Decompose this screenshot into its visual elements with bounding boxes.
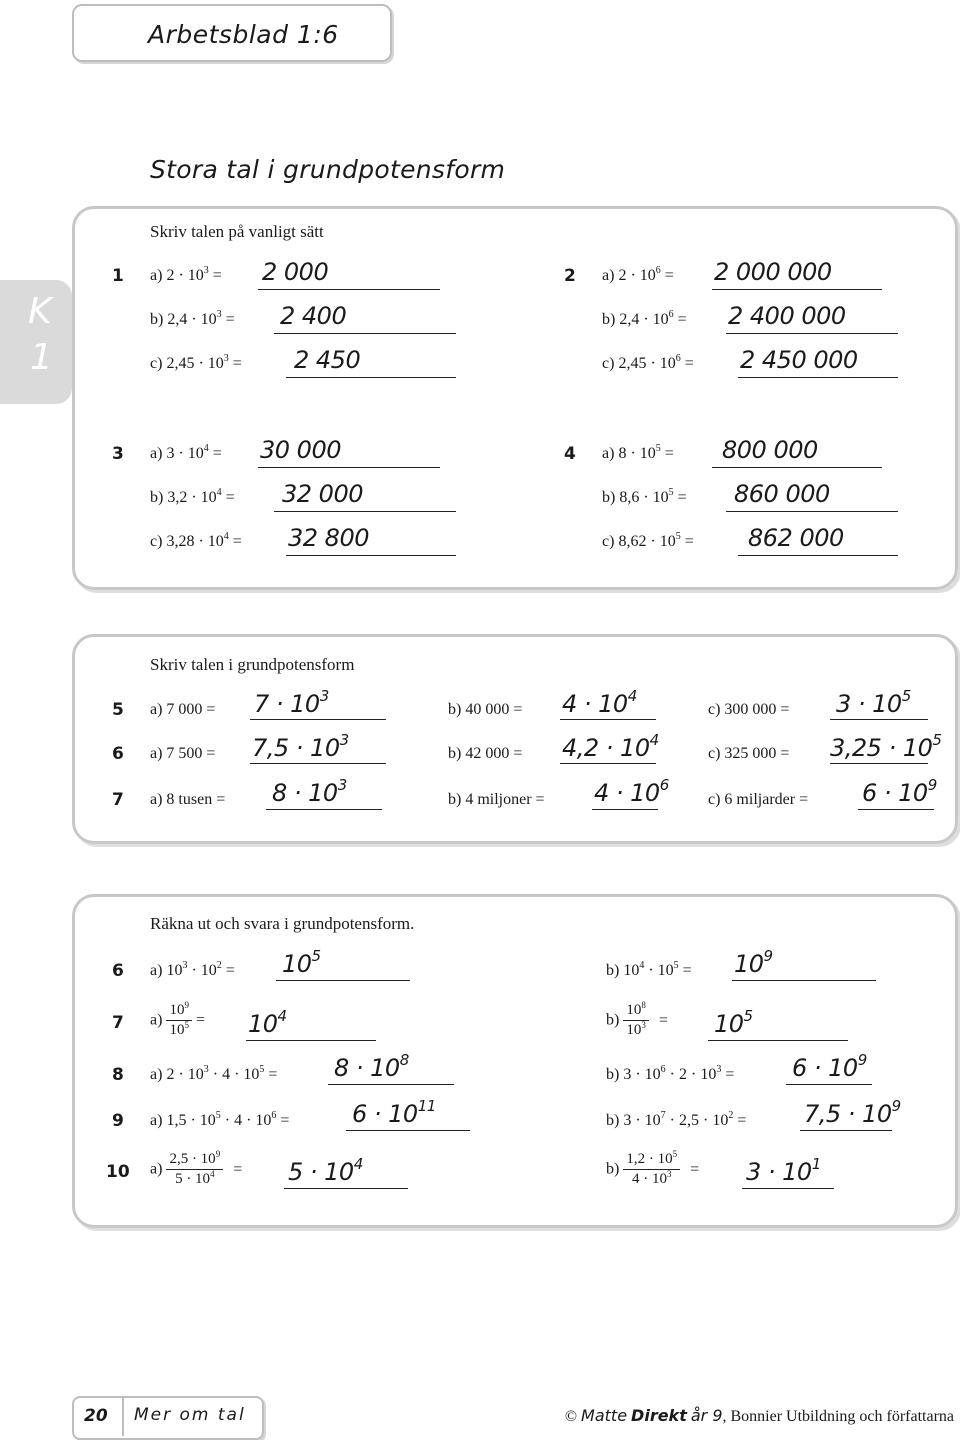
answer-7a-calc: $10^4$ [248, 1007, 287, 1038]
answer-line[interactable] [738, 377, 898, 378]
answer-1b: 2 400 [280, 302, 347, 330]
answer-line[interactable] [286, 555, 456, 556]
answer-3a: 30 000 [260, 436, 341, 464]
question-6a: a) 7 500 = [150, 745, 216, 762]
answer-7c: $6 \cdot 10^9$ [862, 776, 937, 807]
answer-line[interactable] [726, 511, 898, 512]
answer-7b-calc: $10^5$ [714, 1007, 753, 1038]
question-7c: c) 6 miljarder = [708, 791, 809, 808]
question-number: 6 [112, 744, 124, 764]
instruction-standard-form: Skriv talen på vanligt sätt [150, 222, 324, 241]
answer-5c: $3 \cdot 10^5$ [836, 687, 911, 718]
question-7a: a) 8 tusen = [150, 791, 226, 808]
question-6b-calc: b) $10^4 \cdot 10^5$ = [606, 960, 692, 979]
answer-line[interactable] [258, 289, 440, 290]
question-number: 7 [112, 790, 124, 810]
fraction: $\frac{1,2 \cdot 10^5}{4 \cdot 10^3}$ [623, 1151, 680, 1188]
answer-8b-calc: $6 \cdot 10^9$ [792, 1051, 867, 1082]
instruction-scientific-notation: Skriv talen i grundpotensform [150, 655, 355, 674]
question-6a-calc: a) $10^3 \cdot 10^2$ = [150, 960, 235, 979]
question-7a-calc: a) $\frac{10^9}{10^5}$ = [150, 1000, 205, 1038]
answer-line[interactable] [284, 1188, 408, 1189]
question-3b: b) $3,2 \cdot 10^4$ = [150, 487, 235, 506]
answer-3b: 32 000 [282, 480, 363, 508]
worksheet-title: Arbetsblad 1:6 [148, 20, 339, 49]
answer-7a: $8 \cdot 10^3$ [272, 776, 347, 807]
question-number: 7 [112, 1013, 124, 1033]
level-tab [0, 280, 72, 404]
answer-line[interactable] [266, 809, 382, 810]
answer-7b: $4 \cdot 10^6$ [594, 776, 669, 807]
answer-6a-calc: $10^5$ [282, 947, 321, 978]
question-7b: b) 4 miljoner = [448, 791, 545, 808]
answer-4a: 800 000 [722, 436, 818, 464]
answer-line[interactable] [274, 333, 456, 334]
answer-line[interactable] [858, 809, 934, 810]
answer-line[interactable] [800, 1130, 892, 1131]
question-8a-calc: a) $2 \cdot 10^3 \cdot 4 \cdot 10^5$ = [150, 1064, 278, 1083]
question-2b: b) $2,4 \cdot 10^6$ = [602, 309, 687, 328]
answer-line[interactable] [250, 763, 386, 764]
answer-10b-calc: $3 \cdot 10^1$ [746, 1155, 821, 1186]
copyright-notice: © Matte Direkt år 9, Bonnier Utbildning och författarna [564, 1406, 954, 1425]
question-3c: c) $3,28 \cdot 10^4$ = [150, 531, 242, 550]
answer-line[interactable] [286, 377, 456, 378]
answer-line[interactable] [258, 467, 440, 468]
question-10a-calc: a) $\frac{2,5 \cdot 10^9}{5 \cdot 10^4}$ = [150, 1149, 243, 1187]
answer-4c: 862 000 [748, 524, 844, 552]
question-4c: c) $8,62 \cdot 10^5$ = [602, 531, 694, 550]
question-6c: c) 325 000 = [708, 745, 790, 762]
question-7b-calc: b) $\frac{10^8}{10^3}$ = [606, 1000, 668, 1038]
fraction: $\frac{2,5 \cdot 10^9}{5 \cdot 10^4}$ [166, 1151, 223, 1188]
answer-9b-calc: $7,5 \cdot 10^9$ [804, 1097, 901, 1128]
fraction: $\frac{10^9}{10^5}$ [166, 1002, 192, 1039]
question-number: 3 [112, 444, 124, 464]
level-tab-number: 1 [30, 337, 53, 378]
question-1c: c) $2,45 \cdot 10^3$ = [150, 353, 242, 372]
answer-1a: 2 000 [262, 258, 329, 286]
section-title: Stora tal i grundpotensform [150, 155, 506, 184]
answer-line[interactable] [708, 1040, 848, 1041]
question-9b-calc: b) $3 \cdot 10^7 \cdot 2,5 \cdot 10^2$ = [606, 1110, 747, 1129]
answer-5b: $4 \cdot 10^4$ [562, 687, 637, 718]
question-1a: a) $2 \cdot 10^3$ = [150, 265, 222, 284]
answer-line[interactable] [560, 763, 656, 764]
copyright-icon: © [564, 1408, 578, 1425]
answer-2b: 2 400 000 [728, 302, 846, 330]
answer-6b: $4,2 \cdot 10^4$ [562, 731, 659, 762]
answer-line[interactable] [328, 1084, 454, 1085]
question-4b: b) $8,6 \cdot 10^5$ = [602, 487, 687, 506]
question-number: 4 [564, 444, 576, 464]
question-number: 6 [112, 961, 124, 981]
answer-8a-calc: $8 \cdot 10^8$ [334, 1051, 409, 1082]
answer-6b-calc: $10^9$ [734, 947, 773, 978]
answer-10a-calc: $5 \cdot 10^4$ [288, 1155, 363, 1186]
question-number: 1 [112, 266, 124, 286]
question-10b-calc: b) $\frac{1,2 \cdot 10^5}{4 \cdot 10^3}$ = [606, 1149, 700, 1187]
answer-4b: 860 000 [734, 480, 830, 508]
answer-line[interactable] [276, 980, 410, 981]
answer-line[interactable] [346, 1130, 470, 1131]
question-6b: b) 42 000 = [448, 745, 523, 762]
answer-line[interactable] [786, 1084, 872, 1085]
answer-2a: 2 000 000 [714, 258, 832, 286]
answer-line[interactable] [274, 511, 456, 512]
answer-line[interactable] [742, 1188, 834, 1189]
instruction-calculate: Räkna ut och svara i grundpotensform. [150, 914, 415, 933]
answer-line[interactable] [830, 719, 928, 720]
question-number: 9 [112, 1111, 124, 1131]
answer-line[interactable] [732, 980, 876, 981]
question-9a-calc: a) $1,5 \cdot 10^5 \cdot 4 \cdot 10^6$ = [150, 1110, 290, 1129]
question-5b: b) 40 000 = [448, 701, 523, 718]
footer-divider [122, 1398, 124, 1436]
answer-9a-calc: $6 \cdot 10^{11}$ [352, 1097, 436, 1128]
question-1b: b) $2,4 \cdot 10^3$ = [150, 309, 235, 328]
answer-6a: $7,5 \cdot 10^3$ [252, 731, 349, 762]
answer-5a: $7 \cdot 10^3$ [254, 687, 329, 718]
answer-line[interactable] [250, 719, 386, 720]
answer-line[interactable] [592, 809, 658, 810]
answer-line[interactable] [712, 289, 882, 290]
question-number: 10 [106, 1162, 130, 1182]
answer-1c: 2 450 [294, 346, 361, 374]
answer-line[interactable] [726, 333, 898, 334]
page-number: 20 [84, 1406, 108, 1426]
question-2c: c) $2,45 \cdot 10^6$ = [602, 353, 694, 372]
answer-line[interactable] [712, 467, 882, 468]
answer-3c: 32 800 [288, 524, 369, 552]
question-5c: c) 300 000 = [708, 701, 790, 718]
question-number: 2 [564, 266, 576, 286]
question-2a: a) $2 \cdot 10^6$ = [602, 265, 674, 284]
level-tab-letter: K [28, 291, 52, 332]
question-number: 8 [112, 1065, 124, 1085]
chapter-title: Mer om tal [134, 1405, 246, 1425]
question-5a: a) 7 000 = [150, 701, 216, 718]
worksheet-title-box [72, 4, 392, 62]
answer-line[interactable] [738, 555, 898, 556]
answer-6c: $3,25 \cdot 10^5$ [830, 731, 942, 762]
question-4a: a) $8 \cdot 10^5$ = [602, 443, 674, 462]
answer-line[interactable] [560, 719, 656, 720]
answer-line[interactable] [830, 763, 928, 764]
answer-line[interactable] [246, 1040, 376, 1041]
question-8b-calc: b) $3 \cdot 10^6 \cdot 2 \cdot 10^3$ = [606, 1064, 735, 1083]
question-number: 5 [112, 700, 124, 720]
answer-2c: 2 450 000 [740, 346, 858, 374]
question-3a: a) $3 \cdot 10^4$ = [150, 443, 222, 462]
fraction: $\frac{10^8}{10^3}$ [623, 1002, 649, 1039]
